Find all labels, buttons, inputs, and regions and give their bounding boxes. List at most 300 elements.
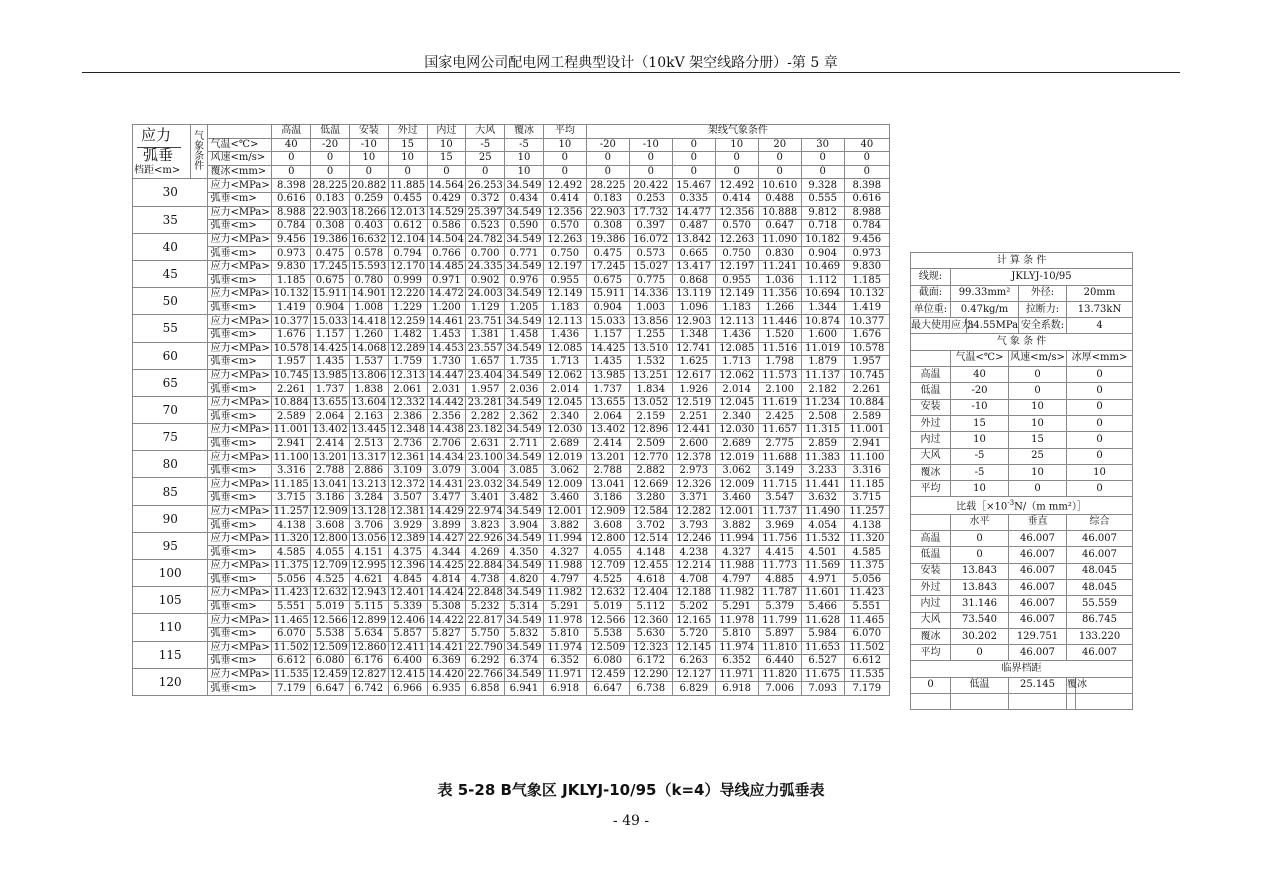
stress-value: 12.459 xyxy=(586,668,629,682)
condition-group-text: 气象条件 xyxy=(194,130,205,172)
stress-value: 11.982 xyxy=(543,587,586,601)
sag-value: 2.031 xyxy=(427,383,466,397)
stress-value: 20.422 xyxy=(629,179,672,193)
stress-value: 11.320 xyxy=(844,532,889,546)
param-value: 0 xyxy=(311,165,350,179)
sag-value: 0.573 xyxy=(629,247,672,261)
param-value: -10 xyxy=(629,138,672,152)
sag-value: 6.176 xyxy=(349,655,388,669)
sag-value: 5.056 xyxy=(844,573,889,587)
stress-value: 14.901 xyxy=(351,288,387,300)
weather-header: 冰厚<mm> xyxy=(1067,350,1133,366)
ratio-value: 48.045 xyxy=(1067,563,1133,579)
sag-label: 弧垂<m> xyxy=(208,492,272,506)
stress-label: 应力<MPa> xyxy=(208,206,272,220)
sag-value: 3.401 xyxy=(466,492,505,506)
sag-value: 0.902 xyxy=(466,274,505,288)
sag-value: 2.509 xyxy=(629,437,672,451)
stress-label: 应力<MPa> xyxy=(208,451,272,465)
sag-label: 弧垂<m> xyxy=(208,301,272,315)
param-value: 0 xyxy=(586,152,629,166)
stress-value: 12.113 xyxy=(543,315,586,329)
stress-value: 12.669 xyxy=(629,478,672,492)
sag-value: 1.157 xyxy=(311,328,350,342)
stress-value: 12.019 xyxy=(543,451,586,465)
stress-value: 12.459 xyxy=(312,669,348,681)
sag-value: 1.676 xyxy=(844,328,889,342)
param-value: -10 xyxy=(349,138,388,152)
sag-value: 1.834 xyxy=(629,383,672,397)
sag-value: 0.616 xyxy=(844,192,889,206)
sag-value: 4.238 xyxy=(672,546,715,560)
side-row xyxy=(911,514,1133,530)
sag-value: 6.647 xyxy=(586,682,629,696)
sag-value: 4.797 xyxy=(715,573,758,587)
sag-label: 弧垂<m> xyxy=(208,600,272,614)
ratio-value: 73.540 xyxy=(951,612,1009,628)
stress-value: 15.593 xyxy=(351,261,387,273)
stress-value: 13.842 xyxy=(672,233,715,247)
stress-label: 应力<MPa> xyxy=(208,424,272,438)
stress-value: 11.978 xyxy=(715,614,758,628)
stress-value: 11.820 xyxy=(758,668,801,682)
stress-value: 12.360 xyxy=(629,614,672,628)
span-length: 100 xyxy=(133,560,208,587)
sag-value: 7.006 xyxy=(758,682,801,696)
stress-label: 应力<MPa> xyxy=(208,315,272,329)
span-length: 110 xyxy=(133,614,208,641)
weather-name: 外过 xyxy=(911,415,951,431)
sag-value: 0.397 xyxy=(629,220,672,234)
side-row xyxy=(911,645,1133,661)
side-row xyxy=(911,448,1133,464)
stress-label: 应力<MPa> xyxy=(208,478,272,492)
stress-value: 13.128 xyxy=(351,505,387,517)
condition-header: 覆冰 xyxy=(505,125,544,139)
sag-label: 弧垂<m> xyxy=(208,220,272,234)
sag-value: 3.371 xyxy=(672,492,715,506)
weather-value: 0 xyxy=(1067,432,1133,448)
stress-value: 17.732 xyxy=(629,206,672,220)
sag-value: 4.327 xyxy=(543,546,586,560)
stress-row xyxy=(133,260,890,274)
weather-value: 0 xyxy=(1067,399,1133,415)
stress-value: 22.926 xyxy=(467,533,503,545)
sag-value: 4.797 xyxy=(543,573,586,587)
stress-value: 9.328 xyxy=(801,179,844,193)
stress-value: 15.911 xyxy=(312,288,348,300)
span-length: 55 xyxy=(133,315,208,342)
condition-header: 安装 xyxy=(349,125,388,139)
sag-value: 1.183 xyxy=(543,301,586,315)
stress-value: 12.455 xyxy=(629,560,672,574)
sag-value: 3.079 xyxy=(427,464,466,478)
stress-value: 24.782 xyxy=(467,234,503,246)
stress-value: 34.549 xyxy=(506,451,542,463)
stress-value: 12.348 xyxy=(390,424,426,436)
sag-value: 2.689 xyxy=(715,437,758,451)
sag-value: 3.715 xyxy=(272,492,311,506)
stress-value: 8.988 xyxy=(844,206,889,220)
calculation-conditions-table xyxy=(910,252,1133,710)
weather-value: 25 xyxy=(1009,448,1067,464)
sag-row xyxy=(133,192,890,206)
sag-label: 弧垂<m> xyxy=(208,573,272,587)
sag-value: 2.589 xyxy=(844,410,889,424)
sag-value: 2.711 xyxy=(505,437,544,451)
ratio-value: 133.220 xyxy=(1067,628,1133,644)
sag-value: 3.109 xyxy=(388,464,427,478)
blank-cell xyxy=(951,694,1009,710)
stress-label: 应力<MPa> xyxy=(208,668,272,682)
sag-label: 弧垂<m> xyxy=(208,247,272,261)
stress-label: 应力<MPa> xyxy=(208,342,272,356)
sag-value: 3.149 xyxy=(758,464,801,478)
side-row xyxy=(911,694,1133,710)
sag-value: 3.460 xyxy=(543,492,586,506)
stress-value: 13.251 xyxy=(629,369,672,383)
sag-value: 6.966 xyxy=(388,682,427,696)
sag-value: 4.618 xyxy=(629,573,672,587)
stress-value: 11.535 xyxy=(273,669,309,681)
sag-value: 0.973 xyxy=(844,247,889,261)
param-value: 0 xyxy=(543,165,586,179)
stress-value: 34.549 xyxy=(506,614,542,626)
weather-name: 安装 xyxy=(911,399,951,415)
sag-value: 2.163 xyxy=(349,410,388,424)
sag-value: 1.381 xyxy=(466,328,505,342)
critical-value: 0 xyxy=(911,677,951,693)
stress-value: 22.884 xyxy=(467,560,503,572)
sag-value: 3.284 xyxy=(349,492,388,506)
param-value: 40 xyxy=(844,138,889,152)
stress-value: 11.982 xyxy=(715,587,758,601)
sag-value: 1.419 xyxy=(272,301,311,315)
sag-value: 2.340 xyxy=(543,410,586,424)
sag-value: 5.019 xyxy=(586,600,629,614)
sag-value: 0.434 xyxy=(505,192,544,206)
sag-value: 0.771 xyxy=(505,247,544,261)
sag-value: 5.810 xyxy=(715,627,758,641)
weather-value: 10 xyxy=(1009,464,1067,480)
stress-label: 应力<MPa> xyxy=(208,179,272,193)
sag-value: 0.784 xyxy=(272,220,311,234)
stress-value: 12.441 xyxy=(672,424,715,438)
sag-value: 4.501 xyxy=(801,546,844,560)
sag-row xyxy=(133,274,890,288)
sag-value: 1.759 xyxy=(388,356,427,370)
stress-value: 10.182 xyxy=(801,233,844,247)
sag-value: 2.014 xyxy=(715,383,758,397)
stress-value: 10.610 xyxy=(758,179,801,193)
stress-row xyxy=(133,641,890,655)
sag-value: 0.784 xyxy=(844,220,889,234)
page-header: 国家电网公司配电网工程典型设计（10kV 架空线路分册）-第 5 章 xyxy=(424,55,838,71)
sag-value: 5.308 xyxy=(427,600,466,614)
side-row xyxy=(911,383,1133,399)
sag-label: 弧垂<m> xyxy=(208,627,272,641)
stress-value: 14.421 xyxy=(428,641,464,653)
side-row xyxy=(911,612,1133,628)
sag-row xyxy=(133,247,890,261)
stress-value: 22.903 xyxy=(586,206,629,220)
stress-value: 14.438 xyxy=(428,424,464,436)
sag-value: 4.350 xyxy=(505,546,544,560)
sag-value: 5.291 xyxy=(715,600,758,614)
stress-value: 13.201 xyxy=(312,451,348,463)
stress-value: 11.885 xyxy=(390,179,426,191)
od-label: 外径: xyxy=(1019,285,1067,301)
stress-row xyxy=(133,342,890,356)
blank-cell xyxy=(1067,694,1076,710)
param-label: 气温<℃> xyxy=(208,138,272,152)
stress-value: 10.745 xyxy=(273,369,309,381)
sag-value: 2.064 xyxy=(586,410,629,424)
weather-value: 10 xyxy=(951,432,1009,448)
sag-value: 0.475 xyxy=(586,247,629,261)
stress-value: 12.860 xyxy=(351,641,387,653)
sag-value: 3.632 xyxy=(801,492,844,506)
weather-value: 0 xyxy=(1067,481,1133,497)
param-value: 0 xyxy=(672,152,715,166)
stress-value: 34.549 xyxy=(506,315,542,327)
sag-value: 3.904 xyxy=(505,519,544,533)
param-value: 0 xyxy=(844,165,889,179)
stress-label: 应力<MPa> xyxy=(208,587,272,601)
param-value: 10 xyxy=(715,138,758,152)
stress-value: 34.549 xyxy=(506,369,542,381)
sag-value: 1.229 xyxy=(388,301,427,315)
param-value: 10 xyxy=(543,138,586,152)
stress-value: 11.257 xyxy=(844,505,889,519)
stress-value: 13.402 xyxy=(586,424,629,438)
sag-value: 4.415 xyxy=(758,546,801,560)
ratio-name: 覆冰 xyxy=(911,628,951,644)
blank-cell xyxy=(911,514,951,530)
sag-value: 0.904 xyxy=(801,247,844,261)
stress-label: 应力<MPa> xyxy=(208,560,272,574)
stress-value: 12.332 xyxy=(390,397,426,409)
ratio-name: 低温 xyxy=(911,547,951,563)
stress-value: 15.027 xyxy=(629,260,672,274)
stress-value: 34.549 xyxy=(506,505,542,517)
sag-value: 5.291 xyxy=(543,600,586,614)
sag-value: 1.096 xyxy=(672,301,715,315)
stress-label: 应力<MPa> xyxy=(208,369,272,383)
stress-value: 12.263 xyxy=(543,233,586,247)
sag-row xyxy=(133,600,890,614)
stress-value: 17.245 xyxy=(312,261,348,273)
stress-value: 12.170 xyxy=(390,261,426,273)
ratio-header: 水平 xyxy=(951,514,1009,530)
stress-value: 13.052 xyxy=(629,396,672,410)
ratio-title-exp: -3 xyxy=(1007,499,1015,508)
stress-value: 11.974 xyxy=(543,641,586,655)
stress-value: 11.994 xyxy=(715,532,758,546)
sag-value: 5.720 xyxy=(672,627,715,641)
sag-label: 弧垂<m> xyxy=(208,546,272,560)
stress-value: 11.756 xyxy=(758,532,801,546)
sag-value: 4.055 xyxy=(311,546,350,560)
stress-value: 12.263 xyxy=(715,233,758,247)
weather-value: 0 xyxy=(1009,367,1067,383)
sag-value: 1.625 xyxy=(672,356,715,370)
sag-value: 0.523 xyxy=(466,220,505,234)
sag-label: 弧垂<m> xyxy=(208,682,272,696)
stress-value: 12.899 xyxy=(351,614,387,626)
stress-value: 11.978 xyxy=(543,614,586,628)
stress-value: 14.431 xyxy=(428,478,464,490)
sag-value: 3.062 xyxy=(715,464,758,478)
stress-value: 13.417 xyxy=(672,260,715,274)
sag-value: 0.971 xyxy=(427,274,466,288)
sag-value: 2.736 xyxy=(388,437,427,451)
param-value: 0 xyxy=(388,165,427,179)
stress-label: 应力<MPa> xyxy=(208,396,272,410)
param-value: -5 xyxy=(505,138,544,152)
side-row xyxy=(911,661,1133,677)
sag-value: 1.344 xyxy=(801,301,844,315)
sag-value: 0.183 xyxy=(311,192,350,206)
stress-value: 11.001 xyxy=(844,424,889,438)
ratio-value: 46.007 xyxy=(1009,563,1067,579)
stress-value: 28.225 xyxy=(312,179,348,191)
sag-value: 2.386 xyxy=(388,410,427,424)
param-value: 0 xyxy=(272,165,311,179)
blank-cell xyxy=(911,350,951,366)
sag-value: 6.070 xyxy=(844,627,889,641)
condition-group-label xyxy=(190,125,208,179)
stress-value: 9.456 xyxy=(844,233,889,247)
ratio-value: 46.007 xyxy=(1067,645,1133,661)
sag-value: 3.547 xyxy=(758,492,801,506)
condition-header: 低温 xyxy=(311,125,350,139)
span-length: 75 xyxy=(133,424,208,451)
stress-value: 10.694 xyxy=(801,288,844,302)
sag-value: 0.455 xyxy=(388,192,427,206)
span-length: 80 xyxy=(133,451,208,478)
stress-value: 12.909 xyxy=(586,505,629,519)
sag-value: 4.344 xyxy=(427,546,466,560)
stress-value: 20.882 xyxy=(351,179,387,191)
stress-value: 12.632 xyxy=(586,587,629,601)
sag-value: 5.857 xyxy=(388,627,427,641)
stress-value: 34.549 xyxy=(506,179,542,191)
max-stress-label: 最大使用应力: xyxy=(911,318,967,334)
sag-value: 0.590 xyxy=(505,220,544,234)
stress-value: 10.377 xyxy=(844,315,889,329)
stress-value: 12.800 xyxy=(312,533,348,545)
stress-value: 12.313 xyxy=(390,369,426,381)
sag-value: 6.742 xyxy=(349,682,388,696)
sag-value: 1.436 xyxy=(543,328,586,342)
span-length: 120 xyxy=(133,668,208,695)
stress-value: 12.030 xyxy=(715,424,758,438)
stress-value: 12.127 xyxy=(672,668,715,682)
stress-value: 23.557 xyxy=(467,342,503,354)
weather-value: 15 xyxy=(1009,432,1067,448)
stress-value: 14.424 xyxy=(428,587,464,599)
stress-value: 13.201 xyxy=(586,451,629,465)
param-value: 10 xyxy=(505,165,544,179)
ratio-value: 46.007 xyxy=(1009,645,1067,661)
sag-value: 2.414 xyxy=(586,437,629,451)
stress-value: 34.549 xyxy=(506,288,542,300)
sag-value: 3.882 xyxy=(543,519,586,533)
stress-value: 10.578 xyxy=(273,342,309,354)
param-value: 10 xyxy=(427,138,466,152)
stress-value: 16.632 xyxy=(351,234,387,246)
stress-value: 11.423 xyxy=(273,587,309,599)
sag-value: 2.036 xyxy=(505,383,544,397)
stress-row xyxy=(133,396,890,410)
param-value: 0 xyxy=(801,152,844,166)
safety-value: 4 xyxy=(1067,318,1133,334)
ratio-value: 0 xyxy=(951,645,1009,661)
stress-value: 12.149 xyxy=(543,288,586,302)
stress-value: 15.033 xyxy=(586,315,629,329)
sag-value: 0.183 xyxy=(586,192,629,206)
stress-value: 24.003 xyxy=(467,288,503,300)
param-value: 0 xyxy=(427,165,466,179)
sag-value: 5.339 xyxy=(388,600,427,614)
blank-cell xyxy=(1009,694,1067,710)
param-value: -5 xyxy=(466,138,505,152)
weather-value: 0 xyxy=(1067,367,1133,383)
stress-row xyxy=(133,179,890,193)
sag-value: 3.706 xyxy=(349,519,388,533)
sag-value: 2.973 xyxy=(672,464,715,478)
sag-row xyxy=(133,328,890,342)
stress-value: 11.688 xyxy=(758,451,801,465)
sag-label: 弧垂<m> xyxy=(208,437,272,451)
stress-value: 24.335 xyxy=(467,261,503,273)
sag-value: 4.151 xyxy=(349,546,388,560)
sag-value: 0.955 xyxy=(715,274,758,288)
max-stress-value: 34.55MPa xyxy=(967,318,1019,334)
stress-value: 12.709 xyxy=(312,560,348,572)
stress-value: 11.737 xyxy=(758,505,801,519)
stress-value: 12.045 xyxy=(543,396,586,410)
sag-value: 6.292 xyxy=(466,655,505,669)
sag-row xyxy=(133,627,890,641)
stress-value: 11.601 xyxy=(801,587,844,601)
sag-value: 0.794 xyxy=(388,247,427,261)
stress-value: 12.289 xyxy=(390,342,426,354)
sag-value: 1.957 xyxy=(272,356,311,370)
stress-value: 8.398 xyxy=(272,179,311,193)
weather-value: 0 xyxy=(1067,383,1133,399)
param-value: 0 xyxy=(844,152,889,166)
sag-value: 6.352 xyxy=(543,655,586,669)
sag-value: 2.859 xyxy=(801,437,844,451)
sag-value: 1.520 xyxy=(758,328,801,342)
stress-value: 12.085 xyxy=(543,342,586,356)
stress-value: 12.406 xyxy=(390,614,426,626)
stress-value: 14.336 xyxy=(629,288,672,302)
sag-value: 3.186 xyxy=(586,492,629,506)
weather-header: 气温<℃> xyxy=(951,350,1009,366)
condition-header: 外过 xyxy=(388,125,427,139)
stress-value: 11.446 xyxy=(758,315,801,329)
sag-value: 0.372 xyxy=(466,192,505,206)
sag-value: 2.064 xyxy=(311,410,350,424)
weather-name: 内过 xyxy=(911,432,951,448)
stress-value: 13.806 xyxy=(351,369,387,381)
sag-value: 3.882 xyxy=(715,519,758,533)
sag-value: 4.885 xyxy=(758,573,801,587)
stress-label: 应力<MPa> xyxy=(208,288,272,302)
